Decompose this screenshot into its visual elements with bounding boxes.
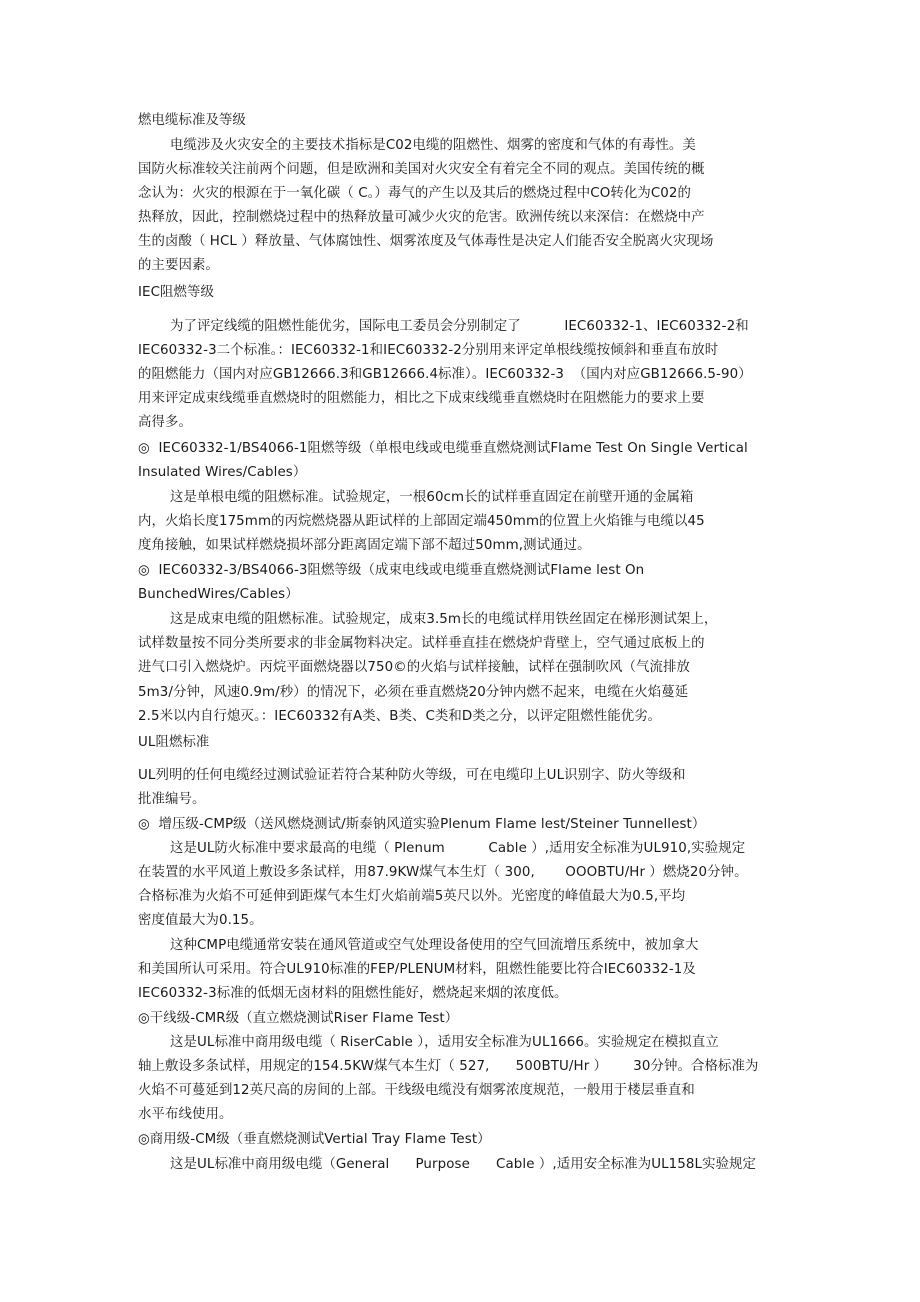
- iec3-body-line: 5m3/分钟，风速0.9m/秒）的情况下，必须在垂直燃烧20分钟内燃不起来，电缆在火焰蔓延: [138, 685, 689, 700]
- iec-heading: IEC阻燃等级: [138, 285, 215, 300]
- cm-heading: ◎商用级-CM级（垂直燃烧测试Vertial Tray Flame Test）: [138, 1132, 491, 1147]
- iec3-heading-line: ◎ IEC60332-3/BS4066-3阻燃等级（成束电线或电缆垂直燃烧测试Flame lest On: [138, 563, 645, 578]
- iec3-body-line: 试样数量按不同分类所要求的非金属物料决定。试样垂直挂在燃烧炉背壁上，空气通过底板上的: [138, 636, 705, 651]
- iec-intro-line: 的阻燃能力（国内对应GB12666.3和GB12666.4标准）。IEC60332-3 （国内对应GB12666.5-90）: [138, 367, 752, 382]
- cmp-body2-line: 和美国所认可采用。符合UL910标准的FEP/PLENUM材料，阻燃性能要比符合IEC60332-1及: [138, 962, 696, 977]
- intro-line: 生的卤酸（ HCL ）释放量、气体腐蚀性、烟雾浓度及气体毒性是决定人们能否安全脱离火灾现场: [138, 234, 714, 249]
- iec3-body-line: 进气口引入燃烧炉。丙烷平面燃烧器以750©的火焰与试样接触，试样在强制吹风（气流排放: [138, 660, 690, 675]
- cmr-body-line: 水平布线使用。: [138, 1107, 233, 1122]
- iec1-heading-line: Insulated Wires/Cables）: [138, 465, 307, 480]
- ul-heading: UL阻燃标准: [138, 735, 210, 750]
- intro-line: 热释放，因此，控制燃烧过程中的热释放量可减少火灾的危害。欧洲传统以来深信：在燃烧中产: [138, 210, 705, 225]
- cmp-body-line: 密度值最大为0.15。: [138, 913, 263, 928]
- ul-intro-line: UL列明的任何电缆经过测试验证若符合某种防火等级，可在电缆印上UL识别字、防火等级和: [138, 768, 686, 783]
- cmr-heading: ◎干线级-CMR级（直立燃烧测试Riser Flame Test）: [138, 1011, 459, 1026]
- cmp-body-line: 这是UL防火标准中要求最高的电缆（ Plenum Cable ）,适用安全标准为UL910,实验规定: [170, 841, 746, 856]
- iec1-body-line: 内，火焰长度175mm的丙烷燃烧器从距试样的上部固定端450mm的位置上火焰锥与电缆以45: [138, 514, 705, 529]
- cmr-body-line: 这是UL标准中商用级电缆（ RiserCable ），适用安全标准为UL1666。实验规定在模拟直立: [170, 1035, 719, 1050]
- intro-line: 的主要因素。: [138, 258, 219, 273]
- iec3-heading-line: BunchedWires/Cables）: [138, 587, 299, 602]
- cmp-body2-line: IEC60332-3标准的低烟无卤材料的阻燃性能好，燃烧起来烟的浓度低。: [138, 986, 568, 1001]
- intro-line: 电缆涉及火灾安全的主要技术指标是C02电缆的阻燃性、烟雾的密度和气体的有毒性。美: [170, 138, 696, 153]
- iec-intro-line: IEC60332-3二个标准。：IEC60332-1和IEC60332-2分别用来评定单根线缆按倾斜和垂直布放时: [138, 343, 719, 358]
- cm-body-line: 这是UL标准中商用级电缆（General Purpose Cable ）,适用安全标准为UL158L实验规定: [170, 1157, 757, 1172]
- intro-line: 国防火标准较关注前两个问题，但是欧洲和美国对火灾安全有着完全不同的观点。美国传统的概: [138, 162, 705, 177]
- iec3-body-line: 这是成束电缆的阻燃标准。试验规定，成束3.5m长的电缆试样用铁丝固定在梯形测试架上，: [170, 612, 718, 627]
- iec1-body-line: 这是单根电缆的阻燃标准。试验规定，一根60cm长的试样垂直固定在前壁开通的金属箱: [170, 490, 694, 505]
- iec1-body-line: 度角接触，如果试样燃烧损坏部分距离固定端下部不超过50mm,测试通过。: [138, 538, 591, 553]
- ul-intro-line: 批准编号。: [138, 792, 206, 807]
- iec-intro-line: 用来评定成束线缆垂直燃烧时的阻燃能力，相比之下成束线缆垂直燃烧时在阻燃能力的要求上要: [138, 391, 705, 406]
- cmp-body-line: 在装置的水平风道上敷设多条试样，用87.9KW煤气本生灯（ 300, OOOBTU/Hr ）燃烧20分钟。: [138, 865, 748, 880]
- document-title: 燃电缆标准及等级: [138, 113, 246, 128]
- cmp-heading: ◎ 增压级-CMP级（送风燃烧测试/斯泰钠风道实验Plenum Flame lest/Steiner Tunnellest）: [138, 817, 706, 832]
- iec1-heading-line: ◎ IEC60332-1/BS4066-1阻燃等级（单根电线或电缆垂直燃烧测试Flame Test On Single Vertical: [138, 441, 748, 456]
- iec3-body-line: 2.5米以内自行熄灭。：IEC60332有A类、B类、C类和D类之分，以评定阻燃性能优劣。: [138, 709, 662, 724]
- cmp-body-line: 合格标准为火焰不可延伸到距煤气本生灯火焰前端5英尺以外。光密度的峰值最大为0.5,平均: [138, 889, 686, 904]
- iec-intro-line: 为了评定线缆的阻燃性能优劣，国际电工委员会分别制定了 IEC60332-1、IEC60332-2和: [170, 319, 749, 334]
- cmr-body-line: 轴上敷设多条试样，用规定的154.5KW煤气本生灯（ 527, 500BTU/Hr ） 30分钟。合格标准为: [138, 1059, 759, 1074]
- iec-intro-line: 高得多。: [138, 415, 192, 430]
- cmr-body-line: 火焰不可蔓延到12英尺高的房间的上部。干线级电缆没有烟雾浓度规范，一般用于楼层垂直和: [138, 1083, 695, 1098]
- intro-line: 念认为：火灾的根源在于一氧化碳（ C。）毒气的产生以及其后的燃烧过程中CO转化为C02的: [138, 186, 692, 201]
- cmp-body2-line: 这种CMP电缆通常安装在通风管道或空气处理设备使用的空气回流增压系统中，被加拿大: [170, 938, 699, 953]
